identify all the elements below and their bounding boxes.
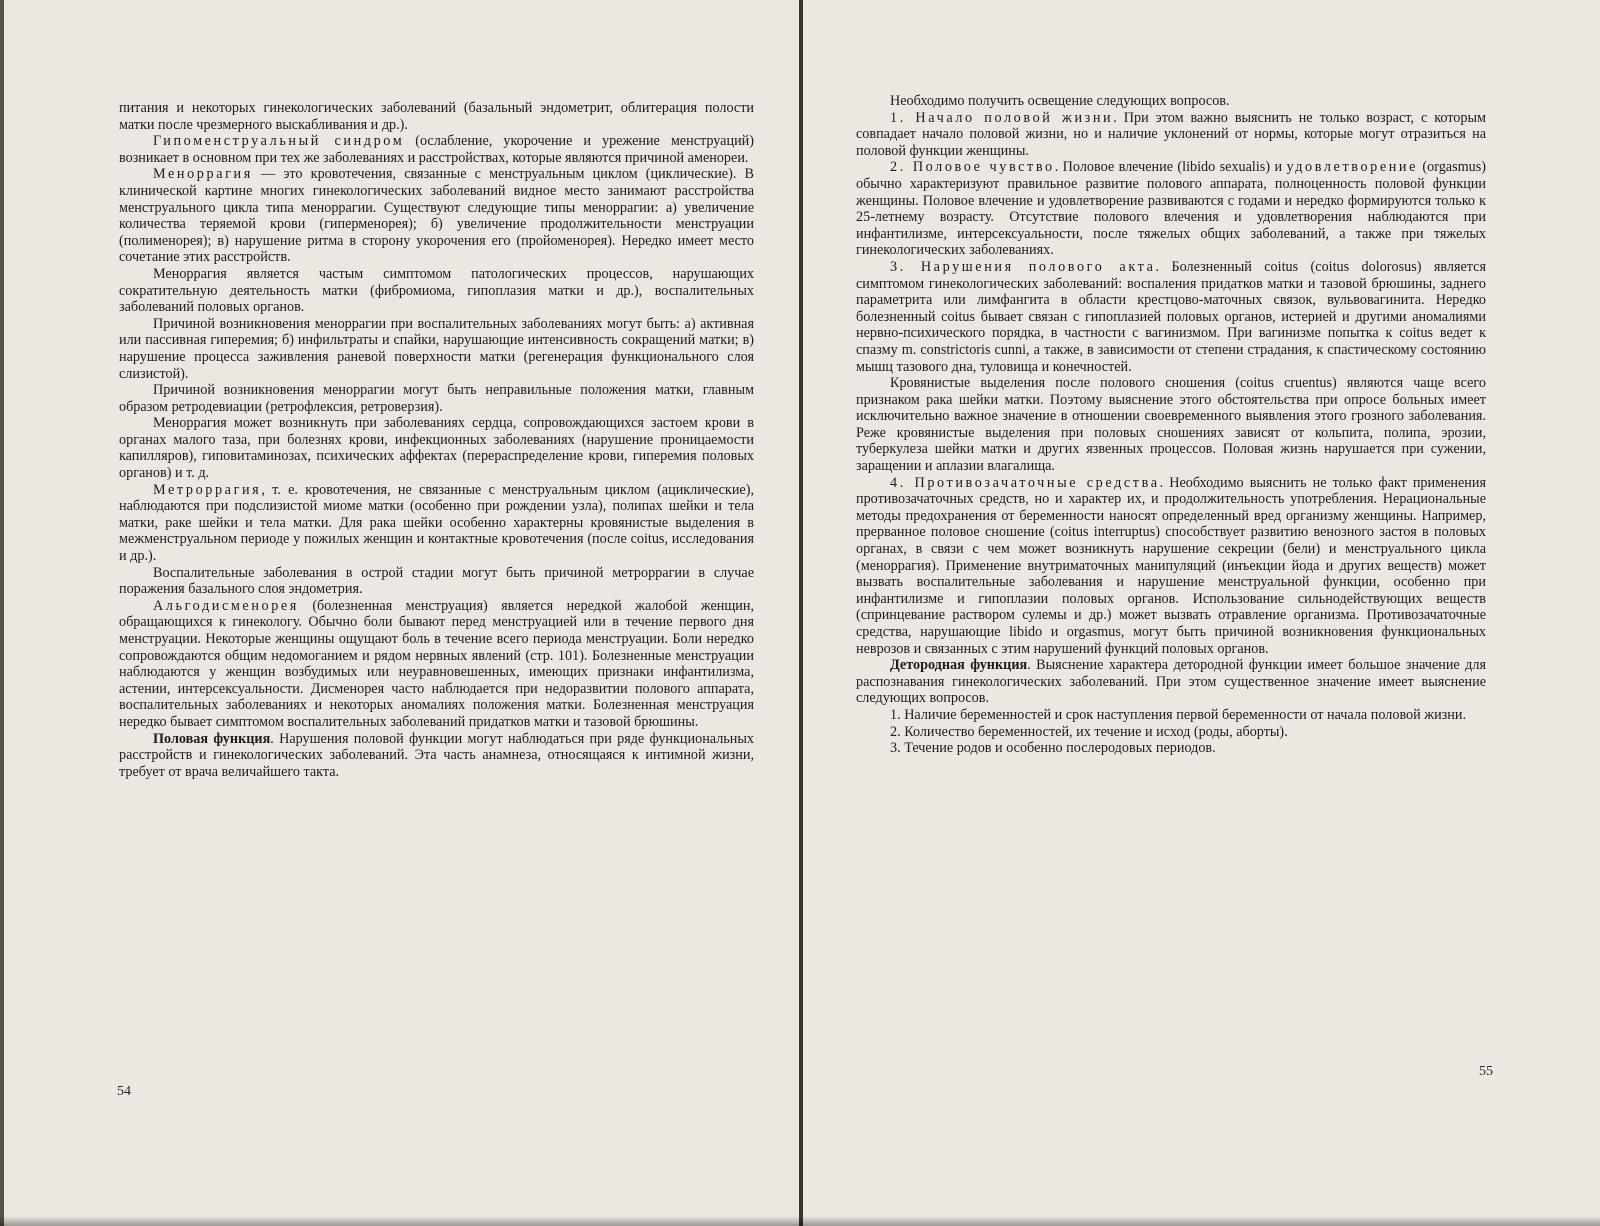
paragraph-text: , т. е. кровотечения, не связанные с менструальным циклом (ациклические), наблюдаются при подслизистой миоме матки (особенно при рождении узла), полипах шейки и тела матки, раке шейки и тела матки. Для рака шейки особенно характерны кровянистые выделения в межменструальном периоде у пожилых женщин и контактные кровотечения (после coitus, исследования и др.). xyxy=(119,481,754,565)
term: Гипоменструальный синдром xyxy=(153,133,405,150)
paragraph xyxy=(856,259,1486,375)
list-item: 1. Наличие беременностей и срок наступления первой беременности от начала половой жизни. xyxy=(890,706,1467,723)
paragraph-text: . Половое влечение (libido sexualis) и xyxy=(1054,159,1287,176)
term: 1. Начало половой жизни xyxy=(890,109,1114,126)
paragraph xyxy=(119,731,754,781)
bottom-shadow xyxy=(0,1216,1600,1226)
paragraph: питания и некоторых гинекологических заболеваний (базальный эндометрит, облитерация полости матки после чрезмерного выскабливания и др.). xyxy=(119,100,754,133)
paragraph-text: (ослабление, укорочение и урежение менструаций) возникает в основном при тех же заболеваниях и расстройствах, которые являются причиной аменореи. xyxy=(119,133,754,166)
paragraph xyxy=(119,598,754,731)
page-number: 54 xyxy=(117,1084,131,1099)
paragraph: Причиной возникновения меноррагии могут быть неправильные положения матки, главным образом ретродевиации (ретрофлексия, ретроверзия). xyxy=(119,382,754,415)
section-heading: Половая функция xyxy=(153,730,271,747)
term: Альгодисменорея xyxy=(153,597,299,614)
paragraph: Воспалительные заболевания в острой стадии могут быть причиной метроррагии в случае поражения базального слоя эндометрия. xyxy=(119,564,754,598)
term: Метроррагия xyxy=(153,481,262,498)
term: 2. Половое чувство xyxy=(890,159,1055,176)
right-page xyxy=(803,0,1600,1226)
paragraph xyxy=(119,166,754,266)
list-item: 3. Течение родов и особенно послеродовых периодов. xyxy=(890,740,1216,757)
paragraph xyxy=(856,110,1486,160)
paragraph: Причиной возникновения меноррагии при воспалительных заболеваниях могут быть: а) активная или пассивная гиперемия; б) инфильтраты и спайки, нарушающие интенсивность сокращений матки; в) нарушение процесса заживления раневой поверхности матки (регенерация функционального слоя слизистой). xyxy=(119,315,754,382)
paragraph-text: (orgasmus) обычно характеризуют правильное развитие полового аппарата, полноценность половой функции женщины. Половое влечение и удовлетворение развиваются с годами и нередко формируются только к 25-летнему возрасту. Отсутствие полового влечения и удовлетворения наблюдаются при инфантилизме, интерсексуальности, после тяжелых общих заболеваний, а также при тяжелых гинекологических заболеваниях. xyxy=(856,159,1486,259)
paragraph: Необходимо получить освещение следующих вопросов. xyxy=(890,93,1230,109)
paragraph xyxy=(856,159,1486,259)
paragraph-text: — это кровотечения, связанные с менструальным циклом (циклические). В клинической картине многих гинекологических заболеваний видное место занимают расстройства менструального цикла типа меноррагии. Существуют следующие типы меноррагии: а) увеличение количества теряемой крови (гиперменорея); б) увеличение продолжительности менструации (полименорея); в) нарушение ритма в сторону укорочения его (пройоменорея). Нередко имеет место сочетание этих расстройств. xyxy=(119,166,754,266)
paragraph-text: (болезненная менструация) является нередкой жалобой женщин, обращающихся к гинекологу. Обычно боли бывают перед менструацией или в течение первого дня менструации. Некоторые женщины ощущают боль в течение всего периода менструации. Боли нередко сопровождаются общим недомоганием и рядом нервных явлений (стр. 101). Болезненные менструации наблюдаются у женщин возбудимых или неуравновешенных, имеющих признаки инфантилизма, астении, интерсексуальности. Дисменорея часто наблюдается при недоразвитии полового аппарата, воспалительных заболеваниях и некоторых аномалиях положения матки. Болезненная менструация нередко бывает симптомом воспалительных заболеваний придатков матки и тазовой брюшины. xyxy=(119,597,754,730)
paragraph-text: . Нарушения половой функции могут наблюдаться при ряде функциональных расстройств и гинекологических заболеваний. Эта часть анамнеза, относящаяся к интимной жизни, требует от врача величайшего такта. xyxy=(119,730,754,780)
paragraph xyxy=(856,657,1486,707)
section-heading: Детородная функция xyxy=(890,657,1028,674)
paragraph xyxy=(119,482,754,565)
paragraph: Меноррагия может возникнуть при заболеваниях сердца, сопровождающихся застоем крови в органах малого таза, при болезнях крови, инфекционных заболеваниях (нарушение проницаемости капилляров), гиповитаминозах, психических аффектах (перераспределение крови, гиперемия половых органов) и т. д. xyxy=(119,415,754,482)
term: Меноррагия xyxy=(153,166,253,183)
paragraph-text: . Выяснение характера детородной функции имеет большое значение для распознавания гинекологических заболеваний. При этом существенное значение имеет выяснение следующих вопросов. xyxy=(856,657,1486,707)
paragraph-text: . Болезненный coitus (coitus dolorosus) является симптомом гинекологических заболеваний: воспаления придатков матки и тазовой брюшины, заднего параметрита или лимфангита в области крестцово-маточных связок, вульвовагинита. Нередко болезненный coitus бывает связан с гипоплазией половых органов, истерией и другими аномалиями нервно-психического порядка, в частности с вагинизмом. При вагинизме попытка к coitus ведет к спазму m. constrictoris cunni, а также, в зависимости от степени страдания, к спастическому состоянию мышц тазового дна, туловища и конечностей. xyxy=(856,258,1486,375)
paragraph xyxy=(856,475,1486,658)
paragraph-text: . При этом важно выяснить не только возраст, с которым совпадает начало половой жизни, но и наличие уклонений от нормы, которые могут отразиться на половой функции женщины. xyxy=(856,109,1487,159)
paragraph xyxy=(119,133,754,166)
paragraph: Меноррагия является частым симптомом патологических процессов, нарушающих сократительную деятельность матки (фибромиома, гипоплазия матки и др.), воспалительных заболеваний половых органов. xyxy=(119,265,754,316)
paragraph-text: . Необходимо выяснить не только факт применения противозачаточных средств, но и характер их, и продолжительность употребления. Нерациональные методы предохранения от беременности наносят определенный вред организму женщины. Например, прерванное половое сношение (coitus interruptus) способствует развитию венозного застоя в половых органах, в связи с чем может возникнуть нарушение секреции (бели) и менструального цикла (меноррагия). Применение внутриматочных манипуляций (инъекции йода и других веществ) может вызвать воспалительные заболевания и нарушение менструальной функции, особенно при инфантилизме и гипоплазии половых органов. Использование сильнодействующих веществ (спринцевание раствором сулемы и др.) может вызвать отравление организма. Противозачаточные средства, нарушающие libido и orgasmus, могут быть причиной возникновения функциональных неврозов и связанных с этим нарушений функций половых органов. xyxy=(856,474,1486,657)
left-page-text xyxy=(119,100,754,780)
right-page-text xyxy=(856,93,1486,757)
page-edge xyxy=(0,0,4,1226)
term: 4. Противозачаточные средства xyxy=(890,474,1160,491)
list-item: 2. Количество беременностей, их течение и исход (роды, аборты). xyxy=(890,723,1288,740)
term: удовлетворение xyxy=(1286,159,1419,176)
paragraph: Кровянистые выделения после полового сношения (coitus cruentus) являются чаще всего признаком рака шейки матки. Поэтому выяснение этого обстоятельства при опросе больных имеет исключительно важное значение в отношении своевременного выявления этого грозного заболевания. Реже кровянистые выделения при половых сношениях зависят от кольпита, полипа, эрозии, туберкулеза шейки матки и других язвенных процессов. Половая жизнь нарушается при сужении, заращении и аплазии влагалища. xyxy=(856,375,1486,475)
page-number: 55 xyxy=(1479,1064,1493,1079)
term: 3. Нарушения полового акта xyxy=(890,258,1156,275)
